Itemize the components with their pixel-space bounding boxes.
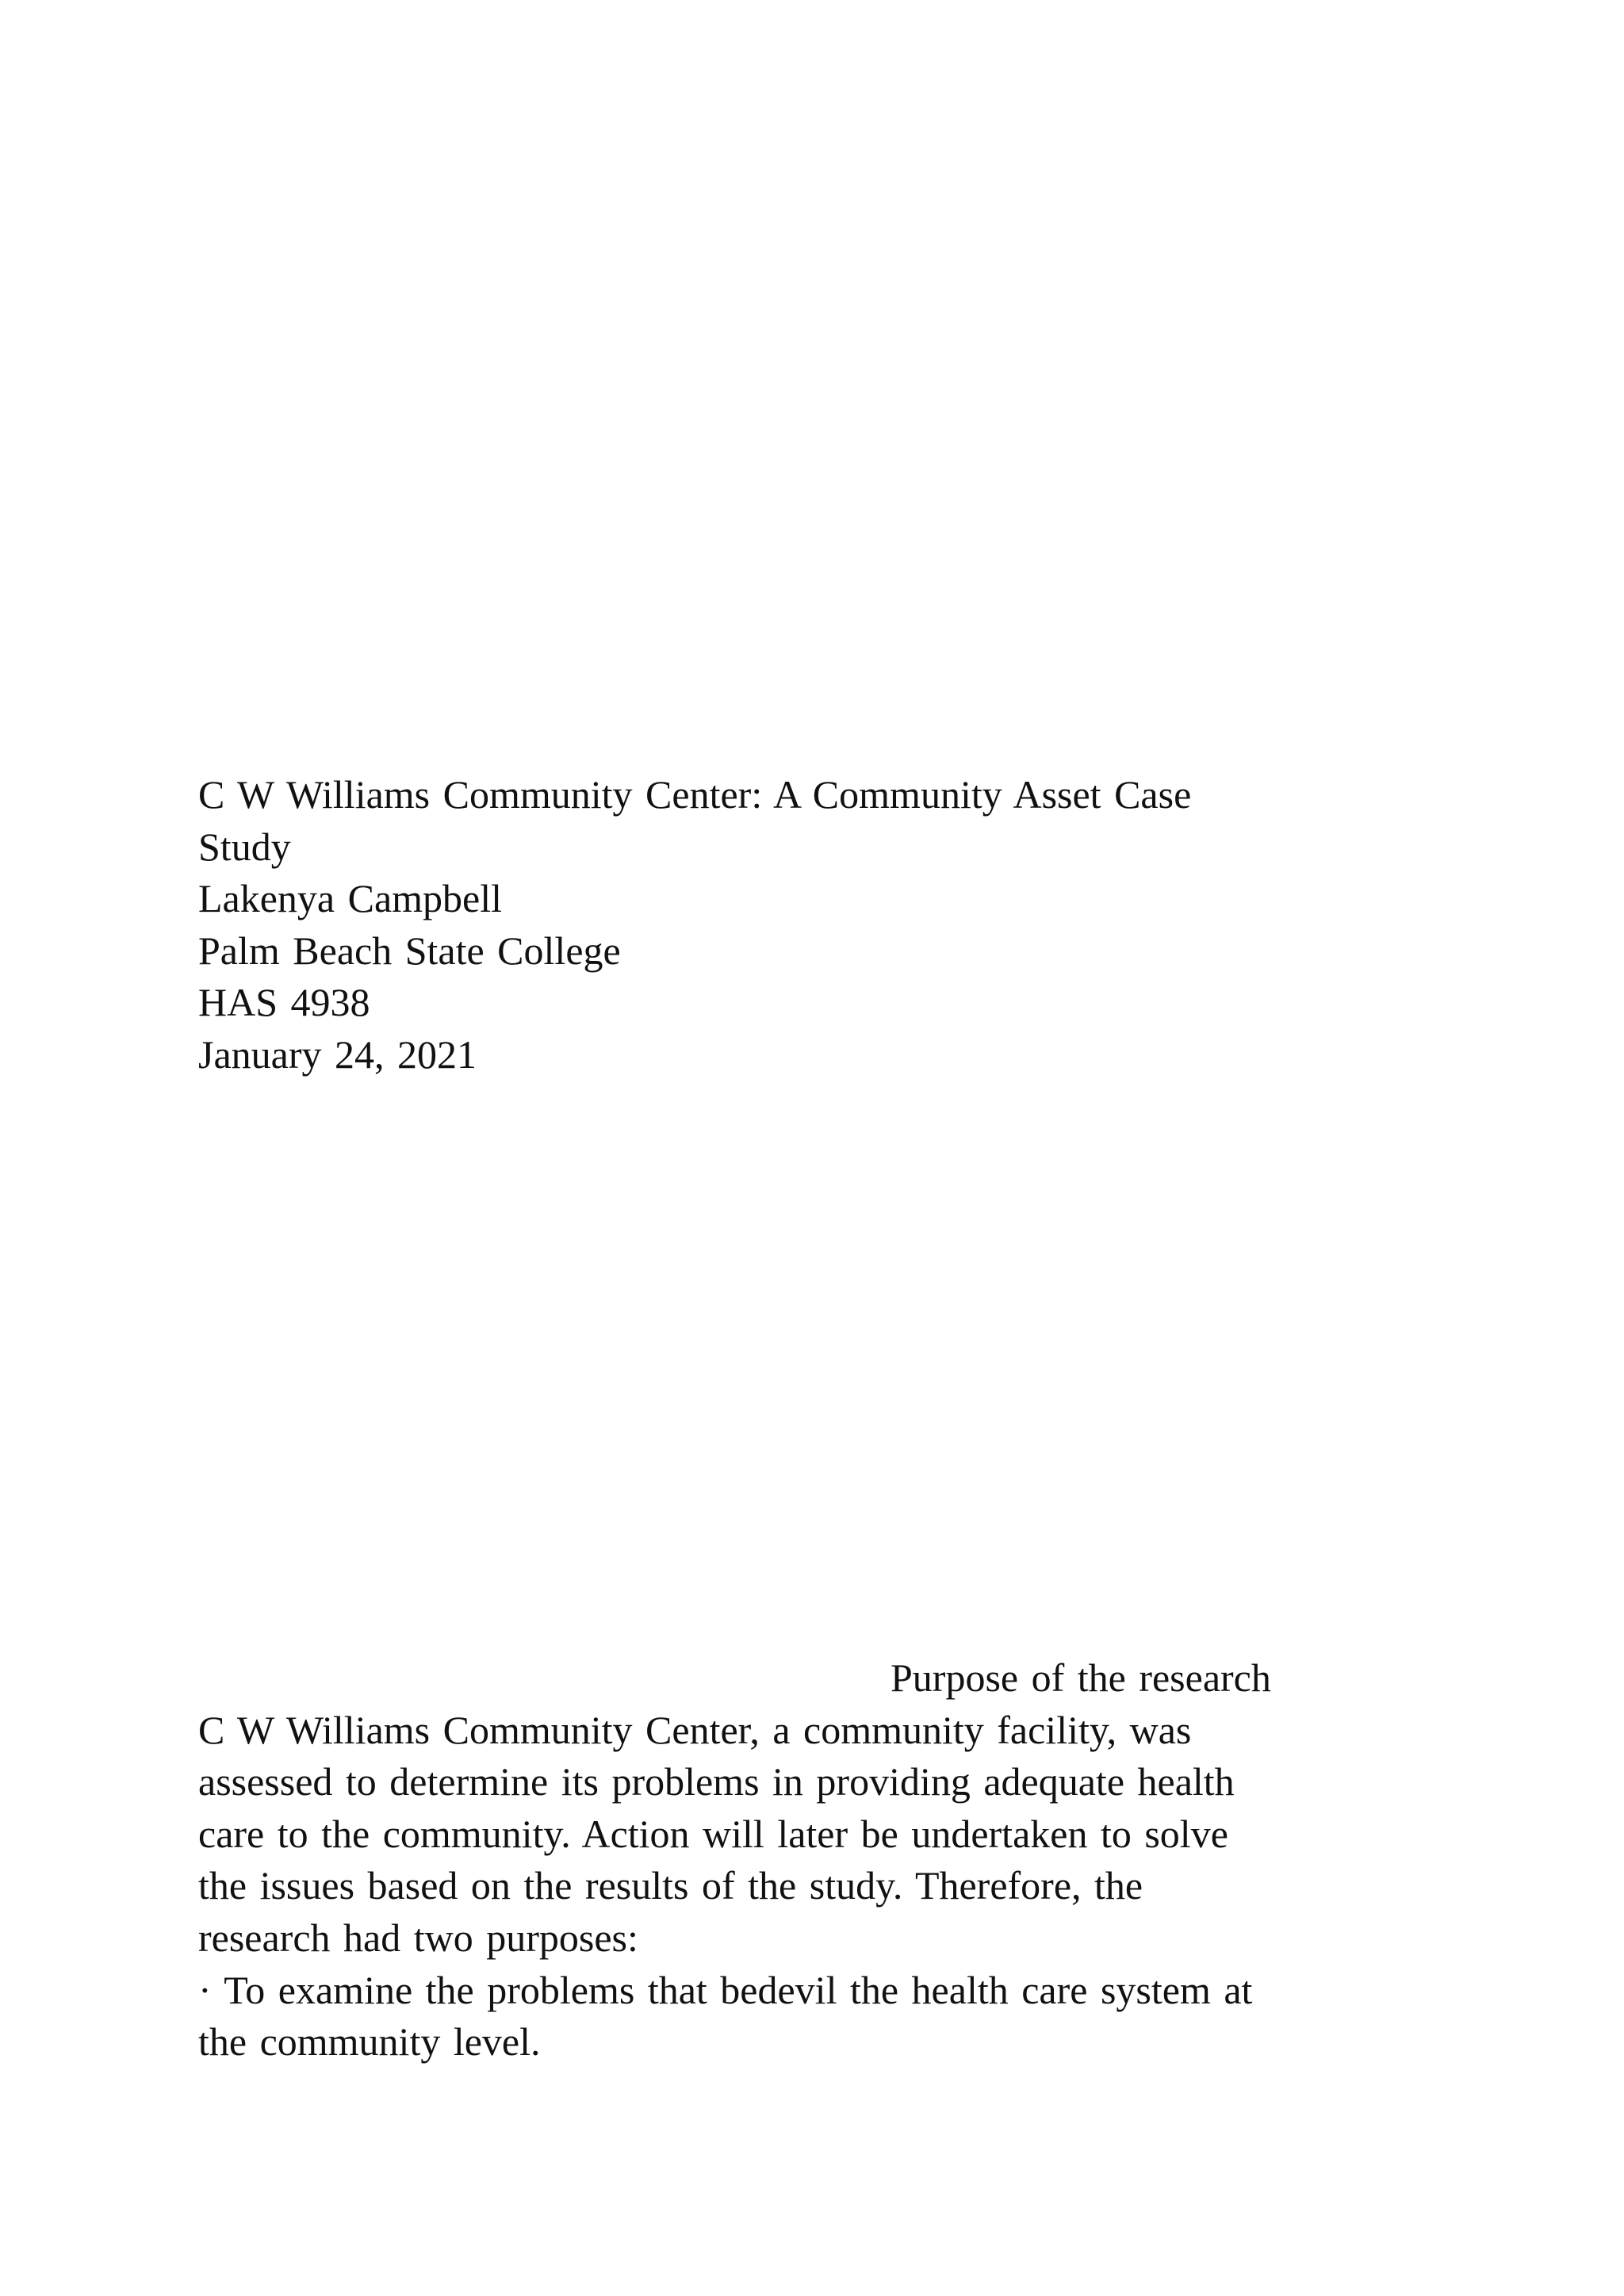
document-date: January 24, 2021: [198, 1031, 477, 1077]
paragraph-line: assessed to determine its problems in providing adequate health: [198, 1759, 1235, 1804]
title-page-block: [198, 769, 1435, 1081]
paragraph-line: research had two purposes:: [198, 1915, 638, 1960]
title-line-2: Study: [198, 824, 291, 869]
title-line-1: C W Williams Community Center: A Community Asset Case: [198, 772, 1192, 817]
paragraph-line: C W Williams Community Center, a community facility, was: [198, 1707, 1192, 1752]
institution-name: Palm Beach State College: [198, 928, 621, 973]
purpose-section: [198, 1652, 1435, 2068]
paragraph-line: care to the community. Action will later be undertaken to solve: [198, 1811, 1228, 1856]
section-heading: Purpose of the research: [891, 1655, 1271, 1700]
bullet-line-continuation: the community level.: [198, 2019, 541, 2064]
bullet-line: · To examine the problems that bedevil the health care system at: [198, 1967, 1253, 2012]
author-name: Lakenya Campbell: [198, 876, 503, 921]
course-code: HAS 4938: [198, 980, 370, 1025]
paragraph-line: the issues based on the results of the study. Therefore, the: [198, 1863, 1143, 1908]
